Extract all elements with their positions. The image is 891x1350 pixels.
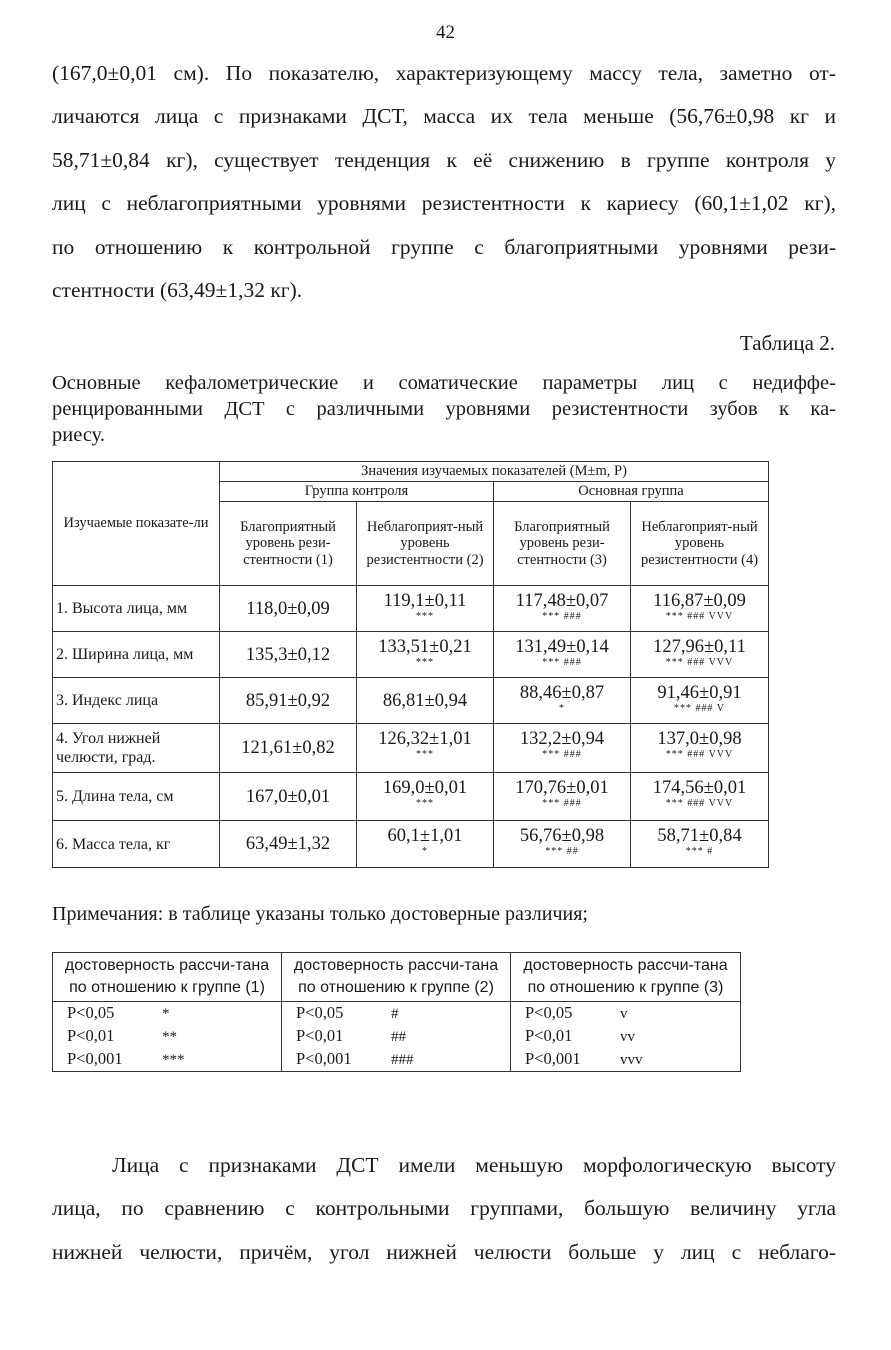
notes-title: Примечания: в таблице указаны только достоверные различия; bbox=[52, 903, 588, 925]
value: 133,51±0,21 bbox=[378, 637, 472, 657]
column-header: Благоприятный уровень рези-стентности (3) bbox=[494, 502, 631, 586]
value: 116,87±0,09 bbox=[653, 591, 746, 611]
value: 86,81±0,94 bbox=[382, 690, 468, 711]
legend-header: достоверность рассчи-тана по отношению к группе (1) bbox=[53, 953, 282, 1002]
legend-row bbox=[53, 1025, 741, 1048]
value-cell bbox=[357, 724, 494, 773]
value-cell bbox=[631, 773, 769, 821]
p-value: P<0,05 bbox=[525, 1003, 573, 1022]
value-cell bbox=[357, 632, 494, 678]
value-cell bbox=[631, 678, 769, 724]
significance-mark: *** ### bbox=[542, 749, 582, 760]
table-row bbox=[53, 632, 769, 678]
value: 170,76±0,01 bbox=[515, 778, 609, 798]
caption-line: Основные кефалометрические и соматические параметры лиц с недиффе- bbox=[52, 372, 836, 394]
param-cell: 1. Высота лица, мм bbox=[53, 586, 220, 632]
significance-legend-table bbox=[52, 952, 741, 1072]
marker: * bbox=[162, 1006, 170, 1022]
param-cell: 2. Ширина лица, мм bbox=[53, 632, 220, 678]
p-value: P<0,01 bbox=[525, 1026, 573, 1045]
significance-mark: *** bbox=[416, 657, 434, 668]
p-value: P<0,001 bbox=[296, 1049, 352, 1068]
p-value: P<0,05 bbox=[67, 1003, 115, 1022]
table-row bbox=[53, 773, 769, 821]
group-control-header: Группа контроля bbox=[220, 482, 494, 502]
value-cell: 63,49±1,32 bbox=[220, 821, 357, 868]
p-value: P<0,001 bbox=[525, 1049, 581, 1068]
p-value: P<0,001 bbox=[67, 1049, 123, 1068]
value: 60,1±1,01 bbox=[387, 826, 463, 846]
intro-paragraph bbox=[52, 52, 836, 312]
caption-line: ренцированными ДСТ с различными уровнями резистентности зубов к ка- bbox=[52, 398, 836, 420]
marker: vv bbox=[620, 1029, 635, 1045]
significance-mark: *** # bbox=[685, 846, 714, 857]
param-header: Изучаемые показате-ли bbox=[53, 462, 220, 586]
value-cell bbox=[494, 724, 631, 773]
value: 127,96±0,11 bbox=[653, 637, 746, 657]
value-cell bbox=[494, 773, 631, 821]
text-line: лица, по сравнению с контрольными группами, большую величину угла bbox=[52, 1196, 836, 1221]
table-caption bbox=[52, 370, 836, 448]
p-value: P<0,01 bbox=[67, 1026, 115, 1045]
value: 131,49±0,14 bbox=[515, 637, 609, 657]
p-value: P<0,05 bbox=[296, 1003, 344, 1022]
page-number: 42 bbox=[436, 22, 455, 43]
table-row bbox=[53, 678, 769, 724]
significance-mark: *** ### VVV bbox=[665, 611, 734, 622]
parameters-table bbox=[52, 461, 769, 868]
p-value: P<0,01 bbox=[296, 1026, 344, 1045]
significance-mark: * bbox=[559, 703, 565, 714]
value-cell bbox=[494, 586, 631, 632]
marker: v bbox=[620, 1006, 628, 1022]
value: 119,1±0,11 bbox=[383, 591, 467, 611]
param-cell: 3. Индекс лица bbox=[53, 678, 220, 724]
text-line: стентности (63,49±1,32 кг). bbox=[52, 277, 303, 302]
column-header: Неблагоприят-ный уровень резистентности (4) bbox=[631, 502, 769, 586]
value-cell: 135,3±0,12 bbox=[220, 632, 357, 678]
text-line: (167,0±0,01 см). По показателю, характеризующему массу тела, заметно от- bbox=[52, 61, 836, 85]
significance-mark: *** bbox=[416, 798, 434, 809]
marker: # bbox=[391, 1006, 399, 1022]
significance-mark: *** ### VVV bbox=[665, 749, 734, 760]
param-cell: 4. Угол нижней челюсти, град. bbox=[53, 724, 220, 773]
significance-mark: *** ### VVV bbox=[665, 798, 734, 809]
value: 132,2±0,94 bbox=[519, 729, 605, 749]
column-header: Благоприятный уровень рези-стентности (1) bbox=[220, 502, 357, 586]
value-cell: 121,61±0,82 bbox=[220, 724, 357, 773]
value: 88,46±0,87 bbox=[519, 683, 605, 703]
significance-mark: *** ### VVV bbox=[665, 657, 734, 668]
param-cell: 6. Масса тела, кг bbox=[53, 821, 220, 868]
table-row bbox=[53, 586, 769, 632]
value: 174,56±0,01 bbox=[652, 778, 747, 798]
legend-row bbox=[53, 1002, 741, 1026]
text-line: нижней челюсти, причём, угол нижней челюсти больше у лиц с неблаго- bbox=[52, 1239, 836, 1264]
value-cell bbox=[631, 586, 769, 632]
significance-mark: *** ### bbox=[542, 611, 582, 622]
marker: ### bbox=[391, 1052, 414, 1068]
marker: ## bbox=[391, 1029, 406, 1045]
significance-mark: *** ## bbox=[545, 846, 579, 857]
marker: *** bbox=[162, 1052, 185, 1068]
text-line: Лица с признаками ДСТ имели меньшую морфологическую высоту bbox=[112, 1153, 836, 1177]
value-cell bbox=[631, 724, 769, 773]
table-label: Таблица 2. bbox=[739, 331, 835, 355]
value-cell: 118,0±0,09 bbox=[220, 586, 357, 632]
value-cell bbox=[631, 821, 769, 868]
value: 58,71±0,84 bbox=[657, 826, 742, 846]
value: 126,32±1,01 bbox=[378, 729, 472, 749]
value-cell bbox=[357, 773, 494, 821]
significance-mark: *** bbox=[416, 749, 434, 760]
value: 56,76±0,98 bbox=[519, 826, 605, 846]
value: 137,0±0,98 bbox=[657, 729, 742, 749]
caption-line: риесу. bbox=[52, 424, 105, 446]
value-cell bbox=[494, 678, 631, 724]
value-cell bbox=[494, 821, 631, 868]
legend-row bbox=[53, 1048, 741, 1072]
marker: vvv bbox=[620, 1052, 643, 1068]
group-main-header: Основная группа bbox=[494, 482, 769, 502]
value: 169,0±0,01 bbox=[382, 778, 468, 798]
text-line: лиц с неблагоприятными уровнями резистентности к кариесу (60,1±1,02 кг), bbox=[52, 191, 836, 216]
significance-mark: *** ### bbox=[542, 798, 582, 809]
value: 117,48±0,07 bbox=[515, 591, 609, 611]
column-header: Неблагоприят-ный уровень резистентности (2) bbox=[357, 502, 494, 586]
value-cell bbox=[357, 586, 494, 632]
value-cell: 85,91±0,92 bbox=[220, 678, 357, 724]
value-cell: 167,0±0,01 bbox=[220, 773, 357, 821]
significance-mark: *** ### bbox=[542, 657, 582, 668]
value-cell bbox=[357, 821, 494, 868]
outro-paragraph bbox=[52, 1144, 836, 1274]
significance-mark: *** ### V bbox=[673, 703, 726, 714]
text-line: личаются лица с признаками ДСТ, масса их тела меньше (56,76±0,98 кг и bbox=[52, 104, 836, 129]
text-line: 58,71±0,84 кг), существует тенденция к её снижению в группе контроля у bbox=[52, 147, 836, 172]
table-row bbox=[53, 821, 769, 868]
significance-mark: *** bbox=[416, 611, 434, 622]
param-cell: 5. Длина тела, см bbox=[53, 773, 220, 821]
values-header: Значения изучаемых показателей (M±m, P) bbox=[220, 462, 769, 482]
table-row bbox=[53, 724, 769, 773]
value-cell bbox=[357, 678, 494, 724]
value-cell bbox=[494, 632, 631, 678]
value: 91,46±0,91 bbox=[657, 683, 742, 703]
marker: ** bbox=[162, 1029, 177, 1045]
significance-mark: * bbox=[422, 846, 428, 857]
text-line: по отношению к контрольной группе с благоприятными уровнями рези- bbox=[52, 234, 836, 259]
legend-header: достоверность рассчи-тана по отношению к группе (2) bbox=[282, 953, 511, 1002]
legend-header: достоверность рассчи-тана по отношению к группе (3) bbox=[511, 953, 741, 1002]
value-cell bbox=[631, 632, 769, 678]
